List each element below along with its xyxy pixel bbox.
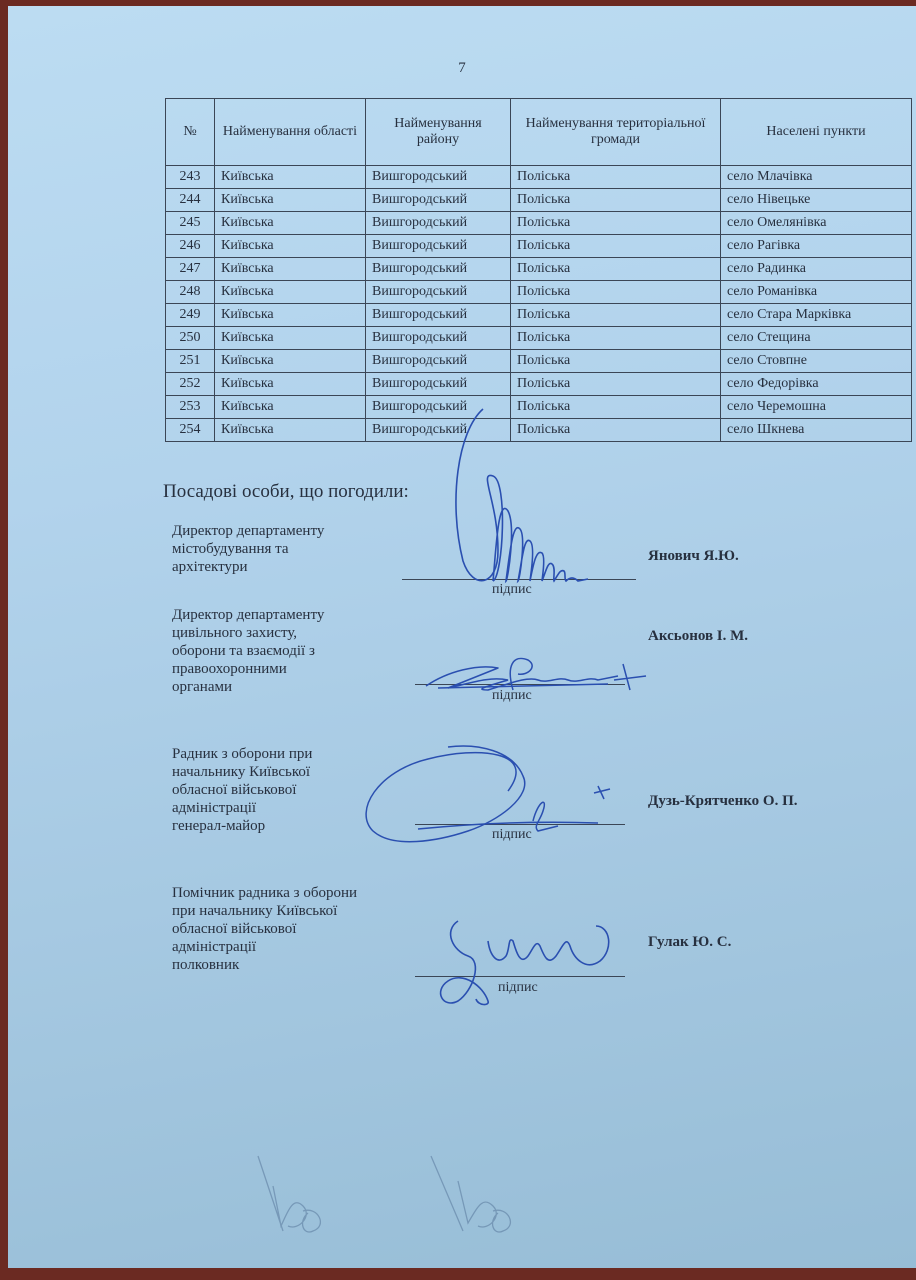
cell-hromada: Поліська [511, 166, 721, 189]
table-row [166, 350, 912, 373]
position-line: Радник з оборони при [172, 746, 313, 762]
cell-hromada: Поліська [511, 373, 721, 396]
position-line: при начальнику Київської [172, 903, 338, 919]
cell-oblast: Київська [215, 235, 366, 258]
approvals-title: Посадові особи, що погодили: [163, 481, 409, 502]
cell-hromada: Поліська [511, 258, 721, 281]
signature-4-icon [428, 911, 628, 1011]
cell-raion: Вишгородський [366, 304, 511, 327]
cell-raion: Вишгородський [366, 189, 511, 212]
signature-caption: підпис [498, 980, 538, 995]
cell-oblast: Київська [215, 258, 366, 281]
document-page [8, 6, 916, 1268]
cell-number: 251 [166, 350, 215, 373]
cell-settlement: село Млачівка [721, 166, 912, 189]
cell-raion: Вишгородський [366, 258, 511, 281]
signatory-position [172, 522, 382, 576]
cell-hromada: Поліська [511, 212, 721, 235]
cell-raion: Вишгородський [366, 419, 511, 442]
signatory-name: Гулак Ю. С. [648, 934, 732, 950]
table-row [166, 304, 912, 327]
cell-settlement: село Черемошна [721, 396, 912, 419]
table-row [166, 212, 912, 235]
cell-oblast: Київська [215, 396, 366, 419]
cell-settlement: село Романівка [721, 281, 912, 304]
header-number: № [166, 99, 215, 166]
table-row [166, 166, 912, 189]
signatory-name: Дузь-Крятченко О. П. [648, 793, 798, 809]
cell-settlement: село Нівецьке [721, 189, 912, 212]
cell-hromada: Поліська [511, 396, 721, 419]
cell-settlement: село Стещина [721, 327, 912, 350]
position-line: містобудування та [172, 541, 289, 557]
header-settlements: Населені пункти [721, 99, 912, 166]
signature-caption: підпис [492, 582, 532, 597]
cell-number: 248 [166, 281, 215, 304]
cell-hromada: Поліська [511, 419, 721, 442]
table-row [166, 281, 912, 304]
page-number: 7 [458, 60, 466, 76]
cell-oblast: Київська [215, 304, 366, 327]
cell-number: 249 [166, 304, 215, 327]
position-line: оборони та взаємодії з [172, 643, 315, 659]
table-row [166, 235, 912, 258]
position-line: цивільного захисту, [172, 625, 298, 641]
header-raion: Найменування району [366, 99, 511, 166]
initials-mark-icon [423, 1151, 523, 1241]
cell-raion: Вишгородський [366, 281, 511, 304]
cell-hromada: Поліська [511, 189, 721, 212]
signature-1-icon [438, 401, 608, 591]
settlements-table [165, 98, 912, 442]
cell-number: 243 [166, 166, 215, 189]
cell-raion: Вишгородський [366, 396, 511, 419]
position-line: Директор департаменту [172, 523, 325, 539]
cell-settlement: село Стара Марківка [721, 304, 912, 327]
cell-oblast: Київська [215, 189, 366, 212]
cell-oblast: Київська [215, 212, 366, 235]
cell-raion: Вишгородський [366, 166, 511, 189]
table-row [166, 258, 912, 281]
cell-number: 245 [166, 212, 215, 235]
signature-caption: підпис [492, 827, 532, 842]
position-line: обласної військової [172, 782, 297, 798]
position-line: начальнику Київської [172, 764, 311, 780]
cell-settlement: село Федорівка [721, 373, 912, 396]
cell-hromada: Поліська [511, 327, 721, 350]
signatory-name: Янович Я.Ю. [648, 548, 739, 564]
cell-settlement: село Омелянівка [721, 212, 912, 235]
position-line: полковник [172, 957, 240, 973]
position-line: обласної військової [172, 921, 297, 937]
cell-oblast: Київська [215, 419, 366, 442]
position-line: генерал-майор [172, 818, 266, 834]
cell-oblast: Київська [215, 166, 366, 189]
position-line: архітектури [172, 559, 248, 575]
table-header-row [166, 99, 912, 166]
cell-number: 253 [166, 396, 215, 419]
position-line: адміністрації [172, 939, 257, 955]
header-hromada: Найменування територіальної громади [511, 99, 721, 166]
cell-raion: Вишгородський [366, 235, 511, 258]
cell-hromada: Поліська [511, 304, 721, 327]
cell-raion: Вишгородський [366, 327, 511, 350]
signature-3-icon [358, 741, 618, 851]
cell-settlement: село Шкнева [721, 419, 912, 442]
position-line: адміністрації [172, 800, 257, 816]
signatory-position [172, 884, 382, 974]
cell-oblast: Київська [215, 327, 366, 350]
cell-hromada: Поліська [511, 235, 721, 258]
cell-settlement: село Стовпне [721, 350, 912, 373]
table-row [166, 373, 912, 396]
cell-number: 247 [166, 258, 215, 281]
signature-caption: підпис [492, 688, 532, 703]
position-line: правоохоронними [172, 661, 287, 677]
cell-settlement: село Радинка [721, 258, 912, 281]
header-oblast: Найменування області [215, 99, 366, 166]
signatory-position [172, 606, 382, 696]
cell-oblast: Київська [215, 350, 366, 373]
table-row [166, 189, 912, 212]
cell-number: 246 [166, 235, 215, 258]
cell-oblast: Київська [215, 281, 366, 304]
position-line: Помічник радника з оборони [172, 885, 358, 901]
cell-raion: Вишгородський [366, 212, 511, 235]
cell-raion: Вишгородський [366, 373, 511, 396]
cell-hromada: Поліська [511, 281, 721, 304]
cell-number: 252 [166, 373, 215, 396]
table-row [166, 327, 912, 350]
cell-settlement: село Рагівка [721, 235, 912, 258]
cell-number: 250 [166, 327, 215, 350]
cell-number: 254 [166, 419, 215, 442]
position-line: Директор департаменту [172, 607, 325, 623]
position-line: органами [172, 679, 233, 695]
signatory-name: Аксьонов І. М. [648, 628, 749, 644]
cell-hromada: Поліська [511, 350, 721, 373]
cell-raion: Вишгородський [366, 350, 511, 373]
signatory-position [172, 745, 382, 835]
cell-number: 244 [166, 189, 215, 212]
initials-mark-icon [253, 1151, 333, 1241]
cell-oblast: Київська [215, 373, 366, 396]
signature-2-icon [418, 646, 648, 696]
